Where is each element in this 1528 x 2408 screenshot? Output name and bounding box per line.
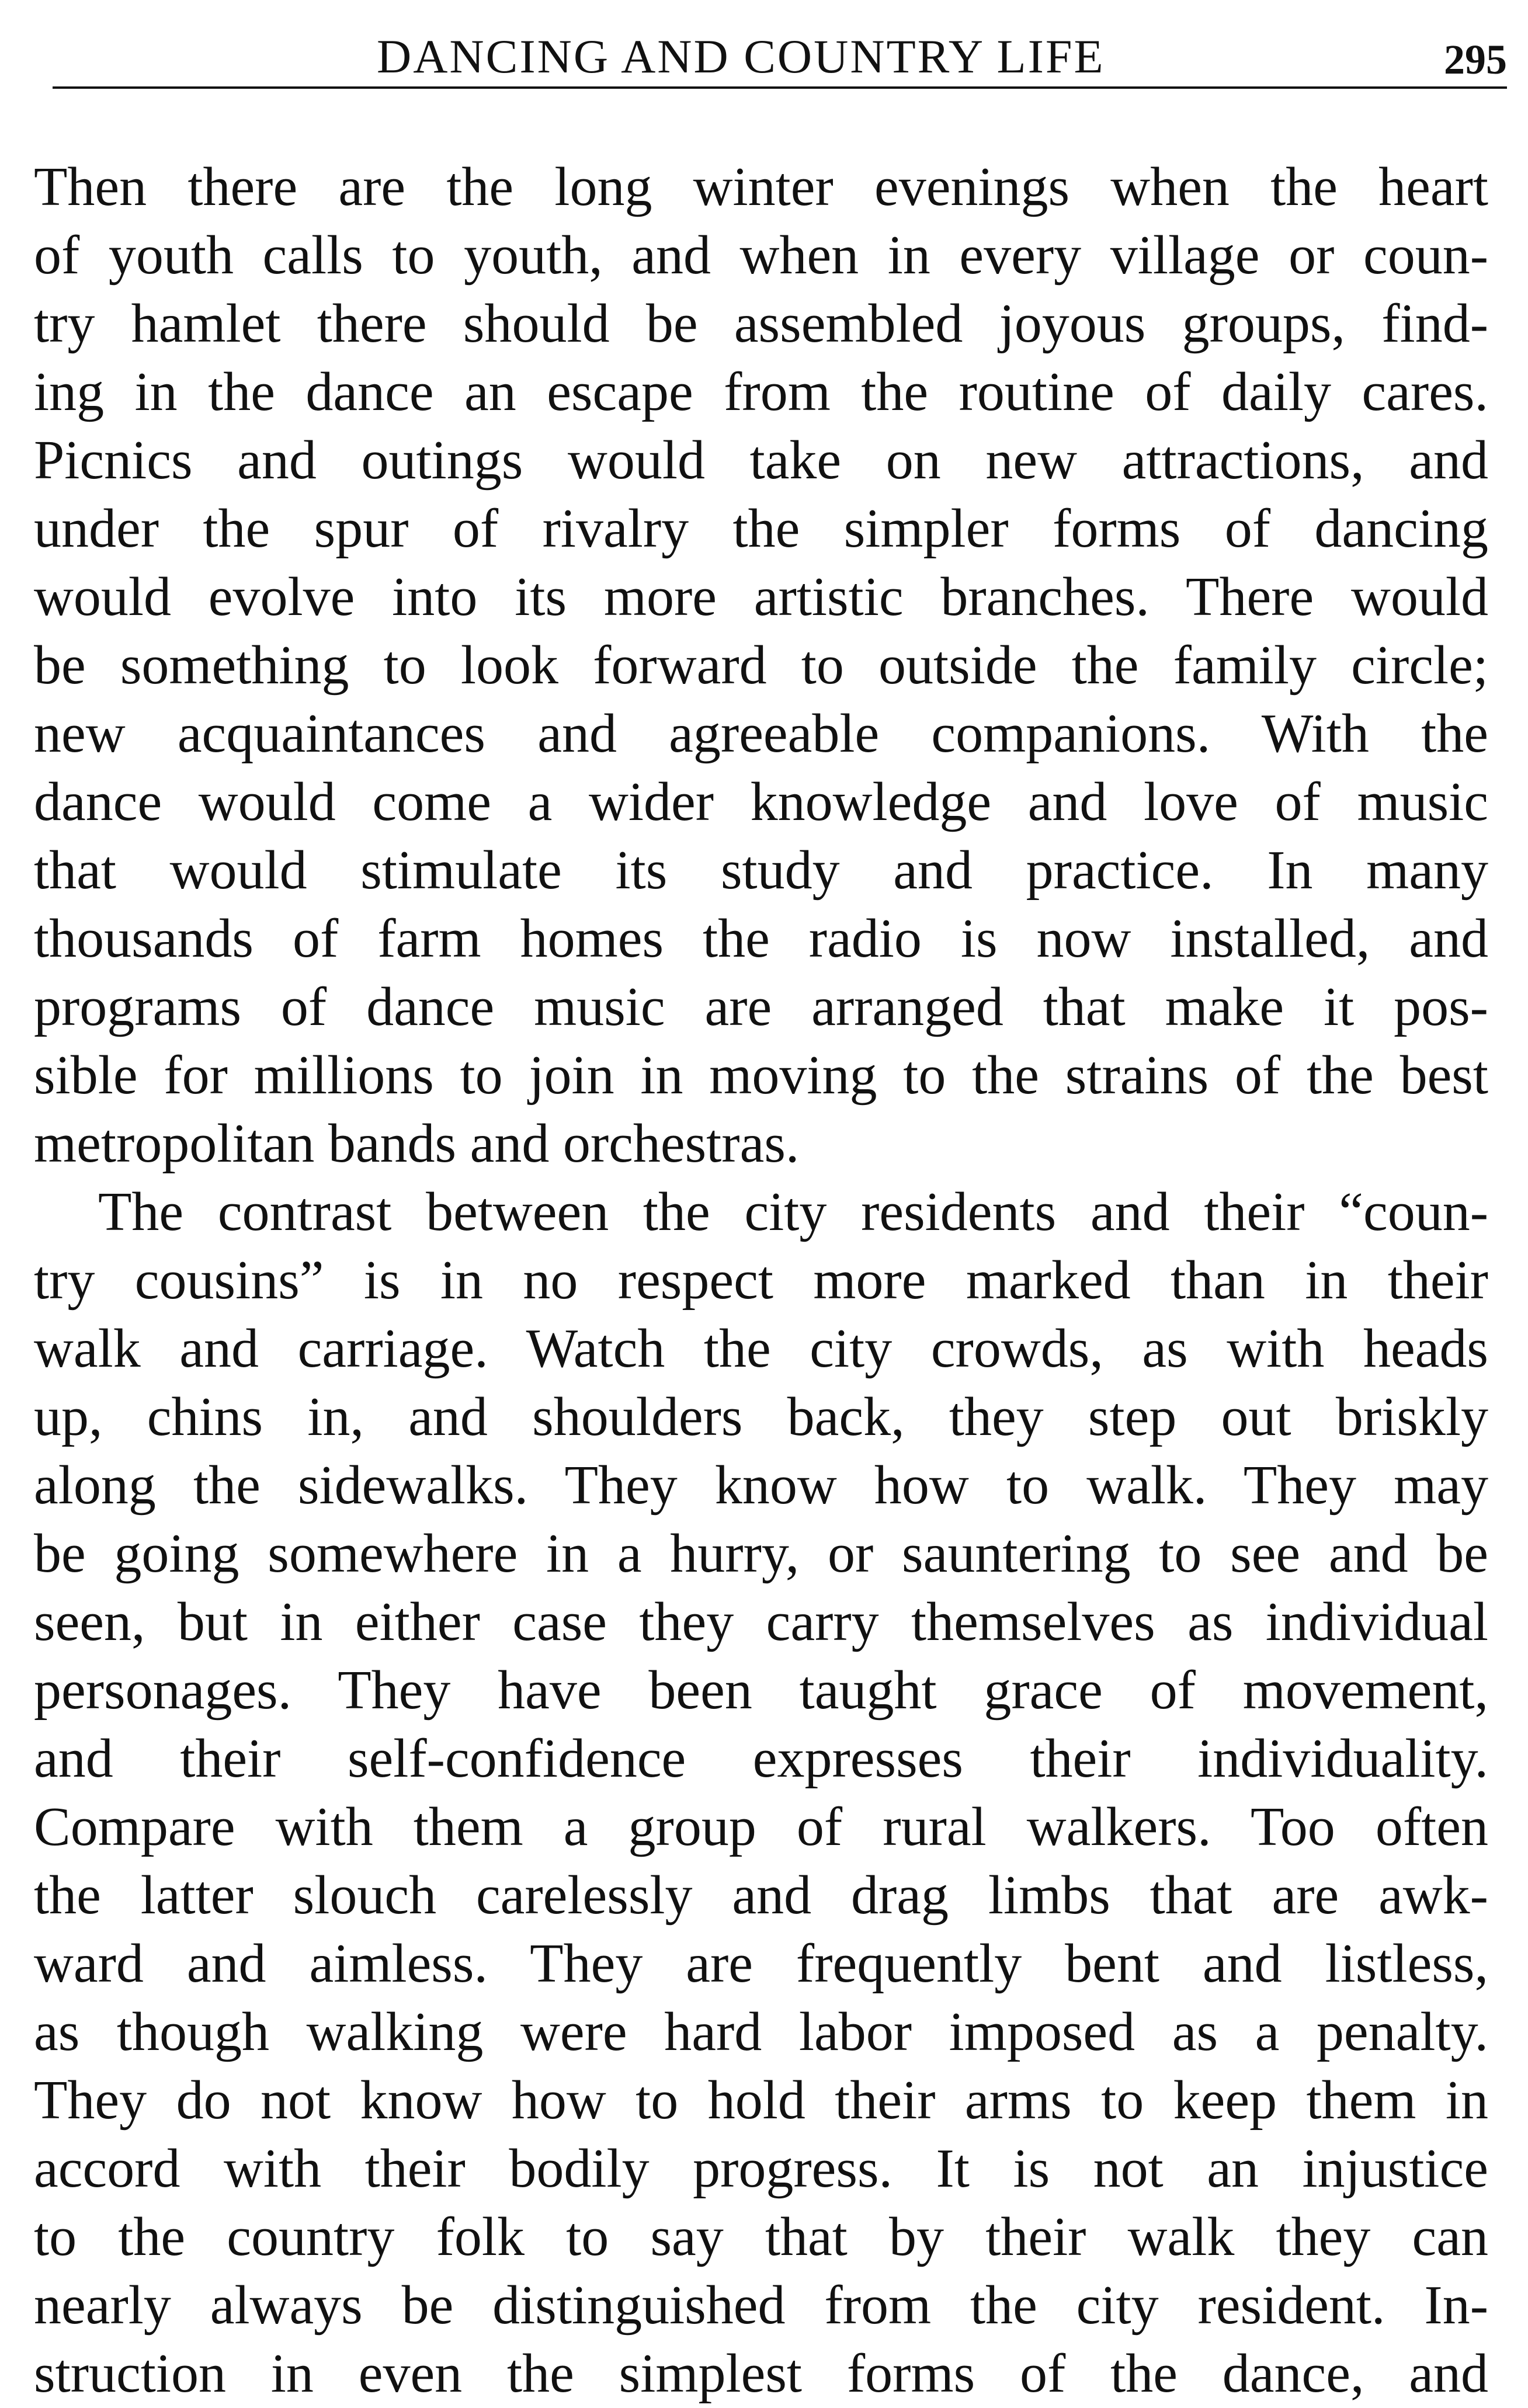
text-line: the latter slouch carelessly and drag limbs that are awk- — [34, 1865, 1488, 1926]
text-line: dance would come a wider knowledge and love of music — [34, 772, 1488, 832]
text-line: try hamlet there should be assembled joyous groups, find- — [34, 293, 1488, 354]
text-line: The contrast between the city residents and their “coun- — [98, 1182, 1488, 1242]
text-line: thousands of farm homes the radio is now installed, and — [34, 908, 1488, 969]
text-line: as though walking were hard labor imposed as a penalty. — [34, 2002, 1488, 2062]
running-head — [53, 23, 1507, 88]
text-line: ward and aimless. They are frequently bent and listless, — [34, 1933, 1488, 1994]
text-line: to the country folk to say that by their walk they can — [34, 2207, 1488, 2267]
text-line: Picnics and outings would take on new attractions, and — [34, 430, 1488, 491]
text-line: walk and carriage. Watch the city crowds, as with heads — [34, 1318, 1488, 1379]
body-text — [34, 153, 1488, 2408]
text-line: They do not know how to hold their arms to keep them in — [34, 2070, 1488, 2131]
text-line: that would stimulate its study and practice. In many — [34, 840, 1488, 901]
text-line: personages. They have been taught grace of movement, — [34, 1660, 1488, 1721]
text-line: up, chins in, and shoulders back, they step out briskly — [34, 1387, 1488, 1447]
header-rule — [53, 86, 1507, 89]
text-line: Compare with them a group of rural walkers. Too often — [34, 1797, 1488, 1857]
text-line: nearly always be distinguished from the city resident. In- — [34, 2275, 1488, 2336]
text-line: would evolve into its more artistic branches. There would — [34, 567, 1488, 627]
text-line: metropolitan bands and orchestras. — [34, 1113, 800, 1174]
text-line: Then there are the long winter evenings when the heart — [34, 157, 1488, 217]
text-line: try cousins” is in no respect more marked than in their — [34, 1250, 1488, 1311]
text-line: struction in even the simplest forms of the dance, and — [34, 2343, 1488, 2404]
paragraph — [34, 1178, 1488, 2408]
running-head-title: DANCING AND COUNTRY LIFE — [377, 30, 1105, 83]
text-line: ing in the dance an escape from the routine of daily cares. — [34, 362, 1488, 422]
page-number: 295 — [1444, 36, 1507, 83]
text-line: seen, but in either case they carry themselves as individual — [34, 1592, 1488, 1652]
text-line: and their self-confidence expresses their individuality. — [34, 1728, 1488, 1789]
text-line: of youth calls to youth, and when in every village or coun- — [34, 225, 1488, 286]
text-line: along the sidewalks. They know how to walk. They may — [34, 1455, 1488, 1516]
text-line: new acquaintances and agreeable companions. With the — [34, 703, 1488, 764]
text-line: programs of dance music are arranged that make it pos- — [34, 977, 1488, 1037]
text-line: under the spur of rivalry the simpler forms of dancing — [34, 498, 1488, 559]
text-line: accord with their bodily progress. It is not an injustice — [34, 2138, 1488, 2199]
paragraph — [34, 153, 1488, 1178]
text-line: be something to look forward to outside the family circle; — [34, 635, 1488, 696]
text-line: sible for millions to join in moving to the strains of the best — [34, 1045, 1488, 1106]
text-line: be going somewhere in a hurry, or sauntering to see and be — [34, 1523, 1488, 1584]
